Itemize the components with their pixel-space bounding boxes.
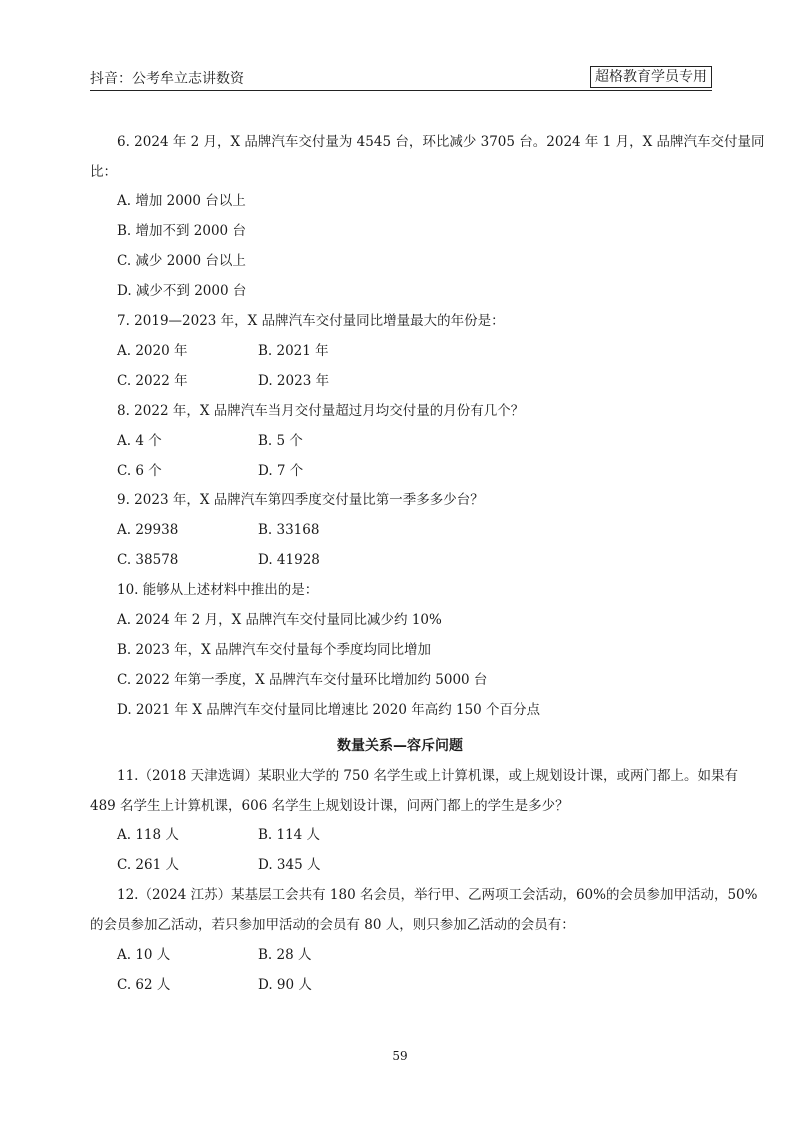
q8-option-d: D. 7 个 (258, 463, 304, 479)
q12-stem-line2: 的会员参加乙活动，若只参加甲活动的会员有 80 人，则只参加乙活动的会员有： (90, 917, 575, 933)
q9-option-d: D. 41928 (258, 552, 320, 568)
q7-option-d: D. 2023 年 (258, 373, 330, 389)
header-divider (90, 90, 712, 91)
q9-stem: 9. 2023 年，X 品牌汽车第四季度交付量比第一季多多少台？ (117, 492, 484, 508)
page-number: 59 (392, 1049, 408, 1063)
q6-stem-line2: 比： (90, 164, 117, 180)
q12-option-d: D. 90 人 (258, 977, 312, 993)
q8-stem: 8. 2022 年，X 品牌汽车当月交付量超过月均交付量的月份有几个？ (117, 403, 525, 419)
q9-option-b: B. 33168 (258, 522, 320, 538)
q6-option-a: A. 增加 2000 台以上 (117, 193, 246, 209)
q10-option-b: B. 2023 年，X 品牌汽车交付量每个季度均同比增加 (117, 642, 432, 658)
q11-stem-line1: 11.（2018 天津选调）某职业大学的 750 名学生或上计算机课，或上规划设计课，或两门都上。如果有 (117, 768, 738, 784)
q12-option-a: A. 10 人 (117, 947, 171, 963)
q11-option-b: B. 114 人 (258, 827, 321, 843)
q11-option-a: A. 118 人 (117, 827, 179, 843)
q8-option-a: A. 4 个 (117, 433, 162, 449)
header-source: 抖音：公考牟立志讲数资 (90, 71, 244, 87)
q7-option-a: A. 2020 年 (117, 343, 188, 359)
q11-option-d: D. 345 人 (258, 857, 321, 873)
header-badge: 超格教育学员专用 (590, 66, 712, 88)
q9-option-c: C. 38578 (117, 552, 179, 568)
q11-stem-line2: 489 名学生上计算机课，606 名学生上规划设计课，问两门都上的学生是多少？ (90, 798, 569, 814)
q7-option-b: B. 2021 年 (258, 343, 329, 359)
q6-stem-line1: 6. 2024 年 2 月，X 品牌汽车交付量为 4545 台，环比减少 3705 台。2024 年 1 月，X 品牌汽车交付量同 (117, 134, 765, 150)
q10-stem: 10. 能够从上述材料中推出的是： (117, 582, 319, 598)
q10-option-c: C. 2022 年第一季度，X 品牌汽车交付量环比增加约 5000 台 (117, 672, 488, 688)
q12-option-c: C. 62 人 (117, 977, 171, 993)
q12-option-b: B. 28 人 (258, 947, 312, 963)
q11-option-c: C. 261 人 (117, 857, 179, 873)
page-header (90, 66, 712, 88)
q8-option-b: B. 5 个 (258, 433, 303, 449)
q6-option-b: B. 增加不到 2000 台 (117, 223, 246, 239)
q6-option-c: C. 减少 2000 台以上 (117, 253, 246, 269)
q12-stem-line1: 12.（2024 江苏）某基层工会共有 180 名会员，举行甲、乙两项工会活动，60%的会员参加甲活动，50% (117, 887, 758, 903)
q9-option-a: A. 29938 (117, 522, 179, 538)
q7-option-c: C. 2022 年 (117, 373, 188, 389)
q10-option-d: D. 2021 年 X 品牌汽车交付量同比增速比 2020 年高约 150 个百分点 (117, 702, 541, 718)
q7-stem: 7. 2019—2023 年，X 品牌汽车交付量同比增量最大的年份是： (117, 313, 505, 329)
section-title: 数量关系—容斥问题 (337, 738, 463, 754)
q8-option-c: C. 6 个 (117, 463, 162, 479)
q10-option-a: A. 2024 年 2 月，X 品牌汽车交付量同比减少约 10% (117, 612, 442, 628)
q6-option-d: D. 减少不到 2000 台 (117, 283, 247, 299)
